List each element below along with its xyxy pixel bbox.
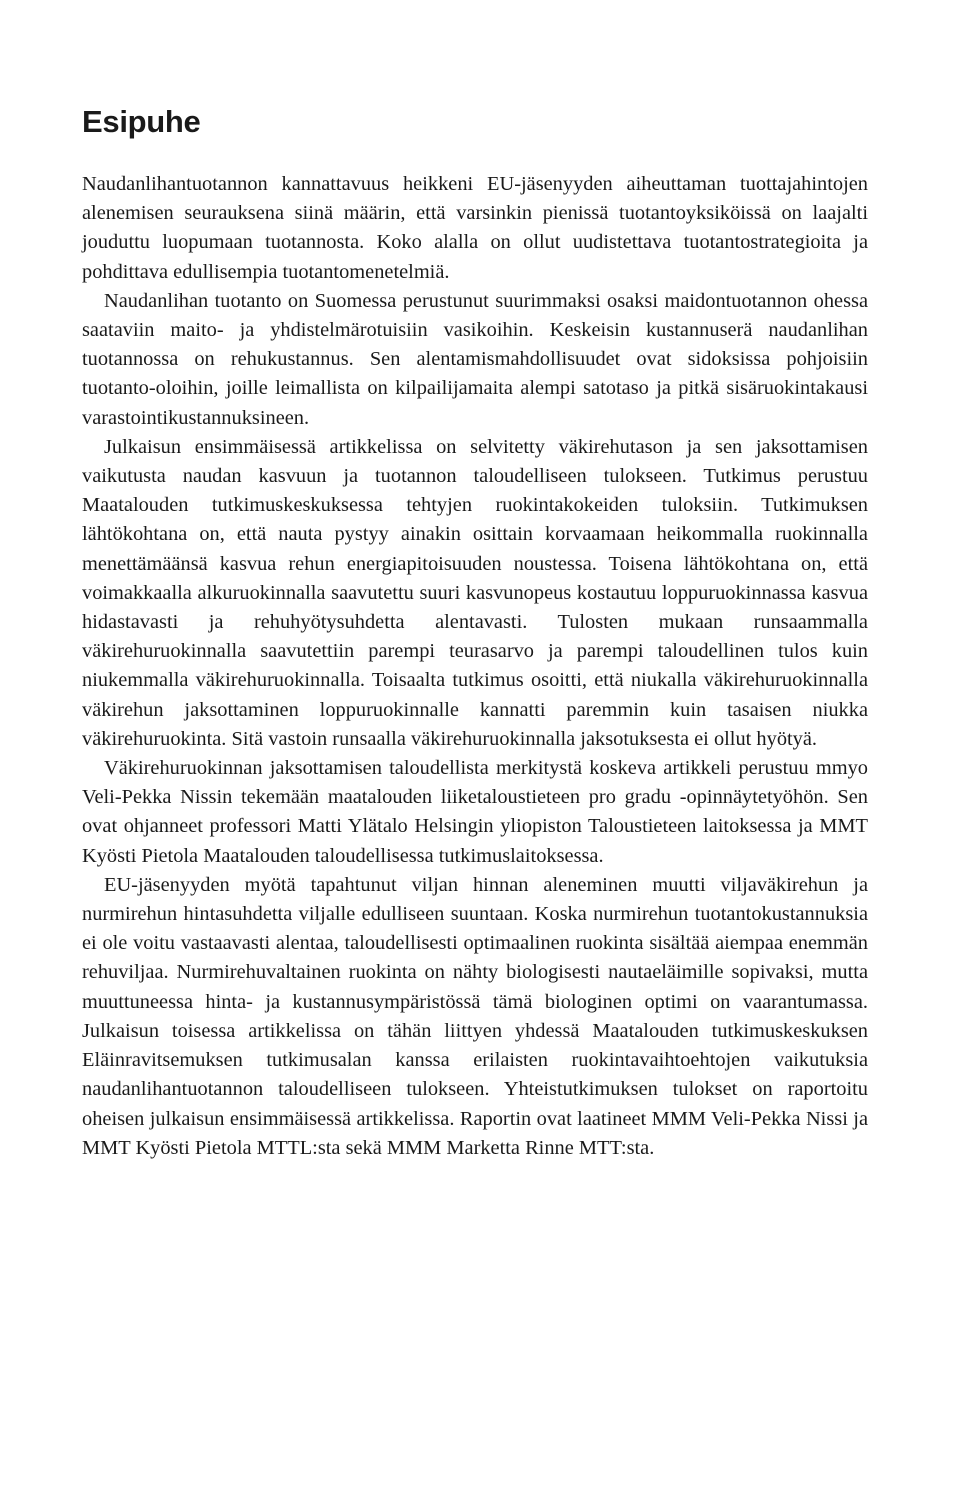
paragraph-2: Naudanlihan tuotanto on Suomessa perustunut suurimmaksi osaksi maidontuotannon ohessa saataviin maito- ja yhdistelmärotuisiin vasikoihin. Keskeisin kustannuserä naudanlihan tuotannossa on rehukustannus. Sen alentamismahdollisuudet ovat sidoksissa pohjoisiin tuotanto-oloihin, joille leimallista on kilpailijamaita alempi satotaso ja pitkä sisäruokintakausi varastointikustannuksineen. [82,289,868,429]
body-text [82,170,868,1163]
page-title: Esipuhe [82,104,201,139]
paragraph-1: Naudanlihantuotannon kannattavuus heikkeni EU-jäsenyyden aiheuttaman tuottajahintojen alenemisen seurauksena siinä määrin, että varsinkin pienissä tuotantoyksiköissä on laajalti jouduttu luopumaan tuotannosta. Koko alalla on ollut uudistettava tuotantostrategioita ja pohdittava edullisempia tuotantomenetelmiä. [82,173,868,283]
paragraph-4: Väkirehuruokinnan jaksottamisen taloudellista merkitystä koskeva artikkeli perustuu mmyo Veli-Pekka Nissin tekemään maatalouden liiketaloustieteen pro gradu -opinnäytetyöhön. Sen ovat ohjanneet professori Matti Ylätalo Helsingin yliopiston Taloustieteen laitoksessa ja MMT Kyösti Pietola Maatalouden taloudellisessa tutkimuslaitoksessa. [82,757,868,867]
paragraph-3: Julkaisun ensimmäisessä artikkelissa on selvitetty väkirehutason ja sen jaksottamisen vaikutusta naudan kasvuun ja tuotannon taloudelliseen tulokseen. Tutkimus perustuu Maatalouden tutkimuskeskuksessa tehtyjen ruokintakokeiden tuloksiin. Tutkimuksen lähtökohtana on, että nauta pystyy ainakin osittain korvaamaan heikommalla ruokinnalla menettämäänsä kasvua rehun energiapitoisuuden noustessa. Toisena lähtökohtana on, että voimakkaalla alkuruokinnalla saavutettu suuri kasvunopeus kostautuu loppuruokinnassa kasvua hidastavasti ja rehuhyötysuhdetta alentavasti. Tulosten mukaan runsaammalla väkirehuruokinnalla saavutettiin parempi teurasarvo ja parempi taloudellinen tulos kuin niukemmalla väkirehuruokinnalla. Toisaalta tutkimus osoitti, että niukalla väkirehuruokinnalla väkirehun jaksottaminen loppuruokinnalle kannatti paremmin kuin tasaisen niukka väkirehuruokinta. Sitä vastoin runsaalla väkirehuruokinnalla jaksotuksesta ei ollut hyötyä. [82,435,868,750]
paragraph-5: EU-jäsenyyden myötä tapahtunut viljan hinnan aleneminen muutti viljaväkirehun ja nurmirehun hintasuhdetta viljalle edulliseen suuntaan. Koska nurmirehun tuotantokustannuksia ei ole voitu vastaavasti alentaa, taloudellisesti optimaalinen ruokinta sisältää aiempaa enemmän rehuviljaa. Nurmirehuvaltainen ruokinta on nähty biologisesti nautaeläimille sopivaksi, mutta muuttuneessa hinta- ja kustannusympäristössä tämä biologinen optimi on vaarantumassa. Julkaisun toisessa artikkelissa on tähän liittyen yhdessä Maatalouden tutkimuskeskuksen Eläinravitsemuksen tutkimusalan kanssa erilaisten ruokintavaihtoehtojen vaikutuksia naudanlihantuotannon taloudelliseen tulokseen. Yhteistutkimuksen tulokset on raportoitu oheisen julkaisun ensimmäisessä artikkelissa. Raportin ovat laatineet MMM Veli-Pekka Nissi ja MMT Kyösti Pietola MTTL:sta sekä MMM Marketta Rinne MTT:sta. [82,873,868,1159]
